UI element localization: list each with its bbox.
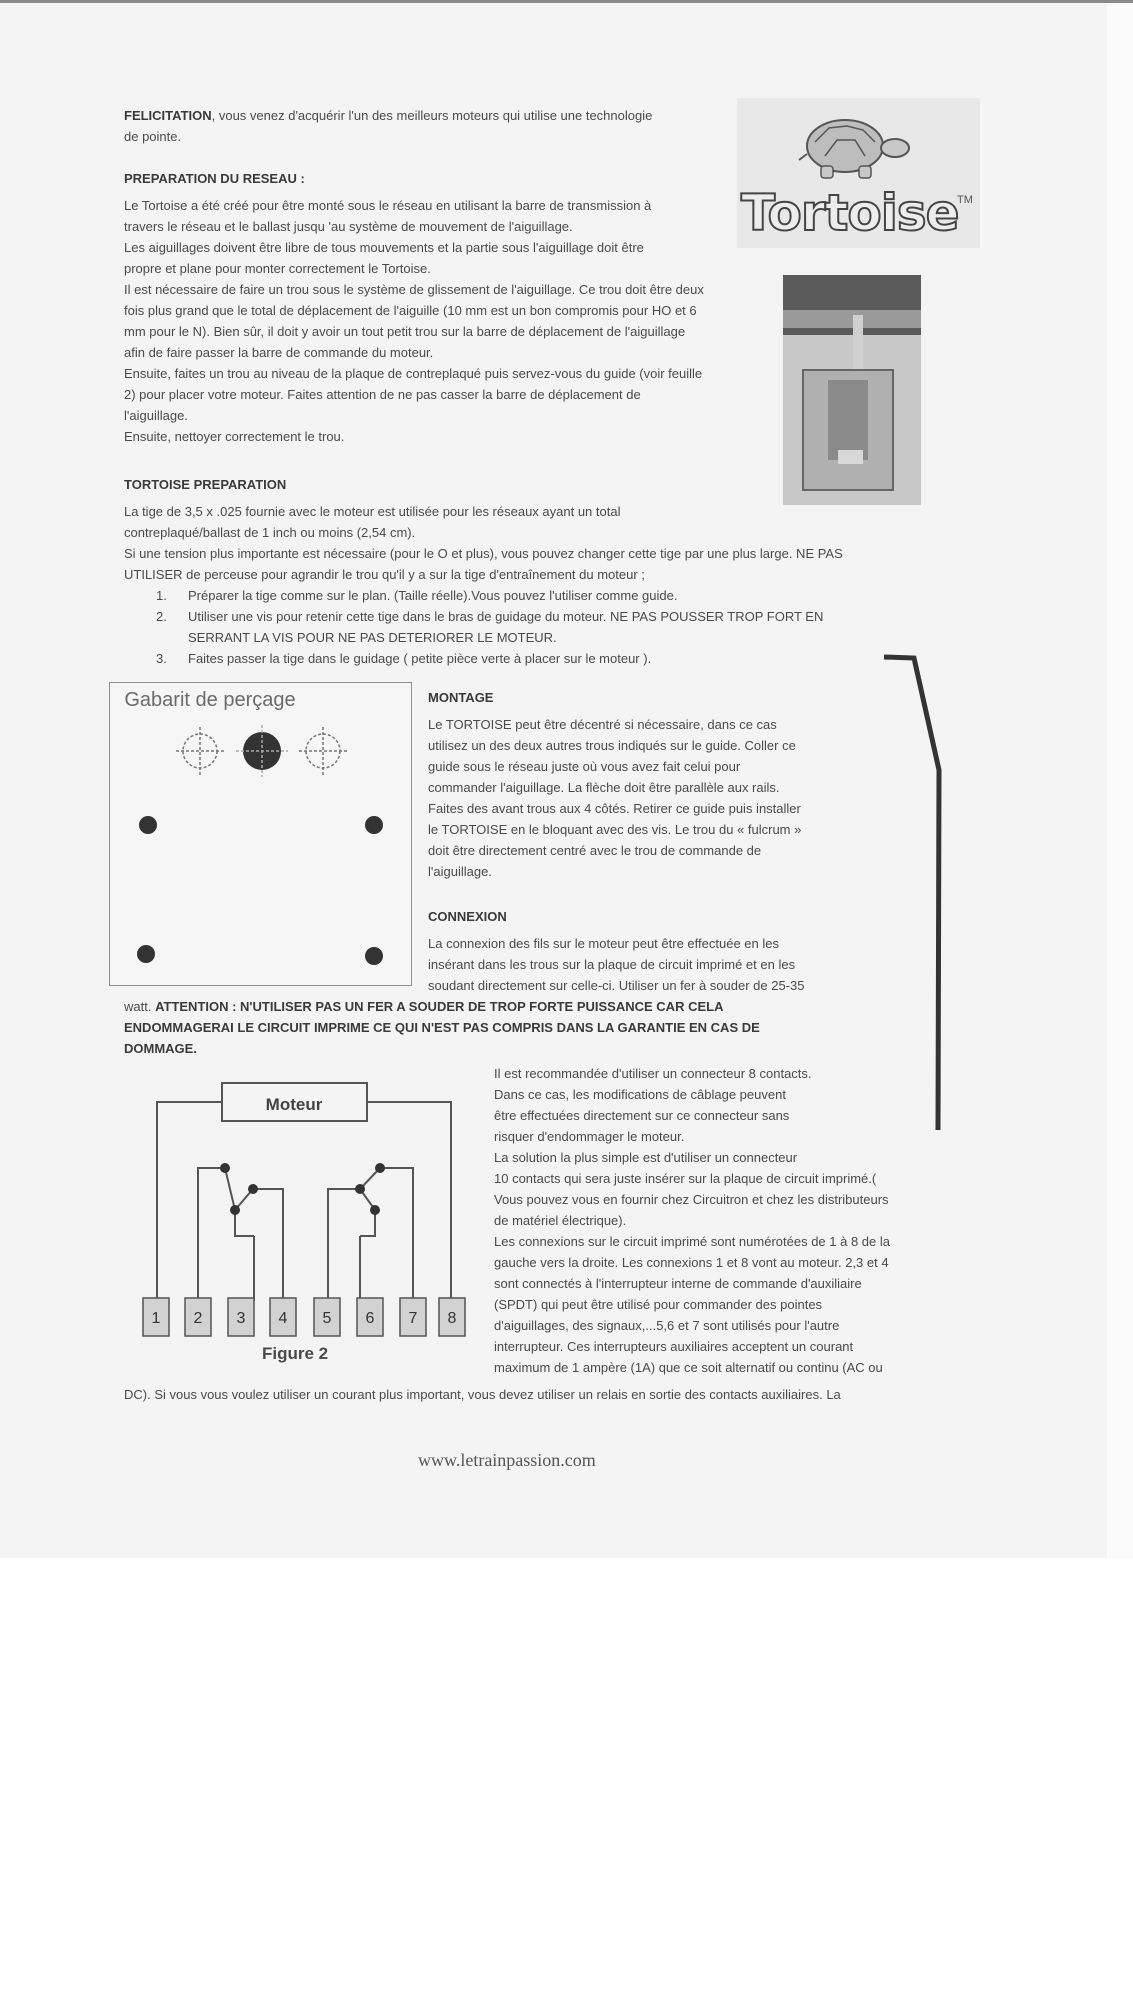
reseau-line: l'aiguillage. [124, 408, 188, 423]
prep-line: contreplaqué/ballast de 1 inch ou moins (2,54 cm). [124, 525, 416, 540]
connector-line: être effectuées directement sur ce connecteur sans [494, 1108, 790, 1123]
connector-line: de matériel électrique). [494, 1213, 627, 1228]
terminal-label: 6 [365, 1310, 375, 1327]
margin-bracket [880, 652, 945, 1132]
motor-photo [783, 275, 921, 505]
terminal-label: 4 [278, 1310, 288, 1327]
connector-line: (SPDT) qui peut être utilisé pour commander des pointes [494, 1297, 823, 1312]
reseau-line: afin de faire passer la barre de commande du moteur. [124, 345, 434, 360]
watt-text: watt. [124, 999, 156, 1014]
wiring-diagram [135, 1078, 475, 1368]
connector-line: Les connexions sur le circuit imprimé sont numérotées de 1 à 8 de la [494, 1234, 890, 1249]
terminal-label: 1 [151, 1310, 161, 1327]
motor-photo-graphic [783, 275, 921, 505]
prep-line: La tige de 3,5 x .025 fournie avec le moteur est utilisée pour les réseaux ayant un total [124, 504, 621, 519]
step-number: 2. [156, 609, 167, 624]
connexion-line: La connexion des fils sur le moteur peut être effectuée en les [428, 936, 779, 951]
connector-line: sont connectés à l'interrupteur interne de commande d'auxiliaire [494, 1276, 862, 1291]
terminal-label: 3 [236, 1310, 246, 1327]
prep-line: UTILISER de perceuse pour agrandir le trou qu'il y a sur la tige d'entraînement du moteur ; [124, 567, 645, 582]
terminal-label: 5 [322, 1310, 332, 1327]
connector-line: gauche vers la droite. Les connexions 1 et 8 vont au moteur. 2,3 et 4 [494, 1255, 889, 1270]
reseau-heading: PREPARATION DU RESEAU : [124, 171, 305, 186]
prep-heading: TORTOISE PREPARATION [124, 477, 287, 492]
intro-text: , vous venez d'acquérir l'un des meilleurs moteurs qui utilise une technologie [211, 108, 653, 123]
connector-line: maximum de 1 ampère (1A) que ce soit alternatif ou continu (AC ou [494, 1360, 883, 1375]
attention-line-2: ENDOMMAGERAI LE CIRCUIT IMPRIME CE QUI N'EST PAS COMPRIS DANS LA GARANTIE EN CAS DE [124, 1020, 760, 1035]
montage-line: commander l'aiguillage. La flèche doit être parallèle aux rails. [428, 780, 780, 795]
terminal-label: 7 [408, 1310, 418, 1327]
attention-line-1 [124, 996, 723, 1017]
connector-line: d'aiguillages, des signaux,...5,6 et 7 sont utilisés pour l'autre [494, 1318, 840, 1333]
intro-line-1 [124, 105, 652, 126]
montage-line: l'aiguillage. [428, 864, 492, 879]
intro-lead: FELICITATION [124, 108, 212, 123]
step-number: 1. [156, 588, 167, 603]
montage-line: le TORTOISE en le bloquant avec des vis. Le trou du « fulcrum » [428, 822, 802, 837]
logo-trademark: TM [957, 194, 973, 206]
figure-caption: Figure 2 [262, 1344, 329, 1363]
reseau-line: 2) pour placer votre moteur. Faites attention de ne pas casser la barre de déplacement de [124, 387, 641, 402]
terminal-label: 8 [447, 1310, 457, 1327]
montage-paragraph [428, 714, 801, 882]
connexion-paragraph [428, 933, 804, 996]
reseau-line: mm pour le N). Bien sûr, il doit y avoir un tout petit trou sur la barre de déplacement de l'aiguillage [124, 324, 686, 339]
motor-label: Moteur [265, 1095, 323, 1114]
reseau-line: Ensuite, faites un trou au niveau de la plaque de contreplaqué puis servez-vous du guide (voir feuille [124, 366, 703, 381]
montage-line: Faites des avant trous aux 4 côtés. Retirer ce guide puis installer [428, 801, 801, 816]
reseau-line: Il est nécessaire de faire un trou sous le système de glissement de l'aiguillage. Ce trou doit être deux [124, 282, 704, 297]
prep-line: Si une tension plus importante est nécessaire (pour le O et plus), vous pouvez changer cette tige par une plus large. NE PAS [124, 546, 843, 561]
attention-line-3: DOMMAGE. [124, 1041, 197, 1056]
connexion-line: insérant dans les trous sur la plaque de circuit imprimé et en les [428, 957, 796, 972]
step-text: SERRANT LA VIS POUR NE PAS DETERIORER LE MOTEUR. [188, 630, 557, 645]
footer-url: www.letrainpassion.com [418, 1450, 596, 1470]
step-text: Utiliser une vis pour retenir cette tige dans le bras de guidage du moteur. NE PAS POUSSER TROP FORT EN [188, 609, 824, 624]
montage-line: utilisez un des deux autres trous indiqués sur le guide. Coller ce [428, 738, 796, 753]
template-holes [110, 683, 411, 985]
template-title: Gabarit de perçage [124, 689, 296, 711]
scan-top-edge [0, 0, 1133, 3]
connector-paragraph [494, 1063, 890, 1378]
connector-last-line: DC). Si vous vous voulez utiliser un courant plus important, vous devez utiliser un relais en sortie des contacts auxiliaires. La [124, 1387, 841, 1402]
montage-line: doit être directement centré avec le trou de commande de [428, 843, 762, 858]
montage-heading: MONTAGE [428, 690, 494, 705]
reseau-paragraph [124, 195, 704, 447]
connector-line: 10 contacts qui sera juste insérer sur la plaque de circuit imprimé.( [494, 1171, 877, 1186]
connector-line: Dans ce cas, les modifications de câblage peuvent [494, 1087, 786, 1102]
terminal-label: 2 [193, 1310, 203, 1327]
montage-line: Le TORTOISE peut être décentré si nécessaire, dans ce cas [428, 717, 777, 732]
reseau-line: Ensuite, nettoyer correctement le trou. [124, 429, 345, 444]
connector-line: risquer d'endommager le moteur. [494, 1129, 685, 1144]
intro-line-2: de pointe. [124, 129, 182, 144]
prep-paragraph [124, 501, 843, 585]
step-text: Préparer la tige comme sur le plan. (Taille réelle).Vous pouvez l'utiliser comme guide. [188, 588, 678, 603]
attention-text: ATTENTION : N'UTILISER PAS UN FER A SOUDER DE TROP FORTE PUISSANCE CAR CELA [155, 999, 724, 1014]
reseau-line: Les aiguillages doivent être libre de tous mouvements et la partie sous l'aiguillage doit être [124, 240, 644, 255]
tortoise-logo [737, 98, 980, 248]
connector-line: La solution la plus simple est d'utiliser un connecteur [494, 1150, 798, 1165]
drilling-template [109, 682, 412, 986]
connector-line: Vous pouvez vous en fournir chez Circuitron et chez les distributeurs [494, 1192, 889, 1207]
montage-line: guide sous le réseau juste où vous avez fait celui pour [428, 759, 741, 774]
connexion-line: soudant directement sur celle-ci. Utiliser un fer à souder de 25-35 [428, 978, 805, 993]
connector-line: Il est recommandée d'utiliser un connecteur 8 contacts. [494, 1066, 812, 1081]
reseau-line: travers le réseau et le ballast jusqu 'au système de mouvement de l'aiguillage. [124, 219, 573, 234]
logo-brand: Tortoise [741, 184, 959, 242]
connexion-heading: CONNEXION [428, 909, 507, 924]
step-number: 3. [156, 651, 167, 666]
reseau-line: propre et plane pour monter correctement le Tortoise. [124, 261, 431, 276]
step-text: Faites passer la tige dans le guidage ( petite pièce verte à placer sur le moteur ). [188, 651, 652, 666]
reseau-line: Le Tortoise a été créé pour être monté sous le réseau en utilisant la barre de transmission à [124, 198, 652, 213]
reseau-line: fois plus grand que le total de déplacement de l'aiguille (10 mm est un bon compromis pour HO et 6 [124, 303, 697, 318]
page-edge [1107, 0, 1133, 1558]
connector-line: interrupteur. Ces interrupteurs auxiliaires acceptent un courant [494, 1339, 854, 1354]
